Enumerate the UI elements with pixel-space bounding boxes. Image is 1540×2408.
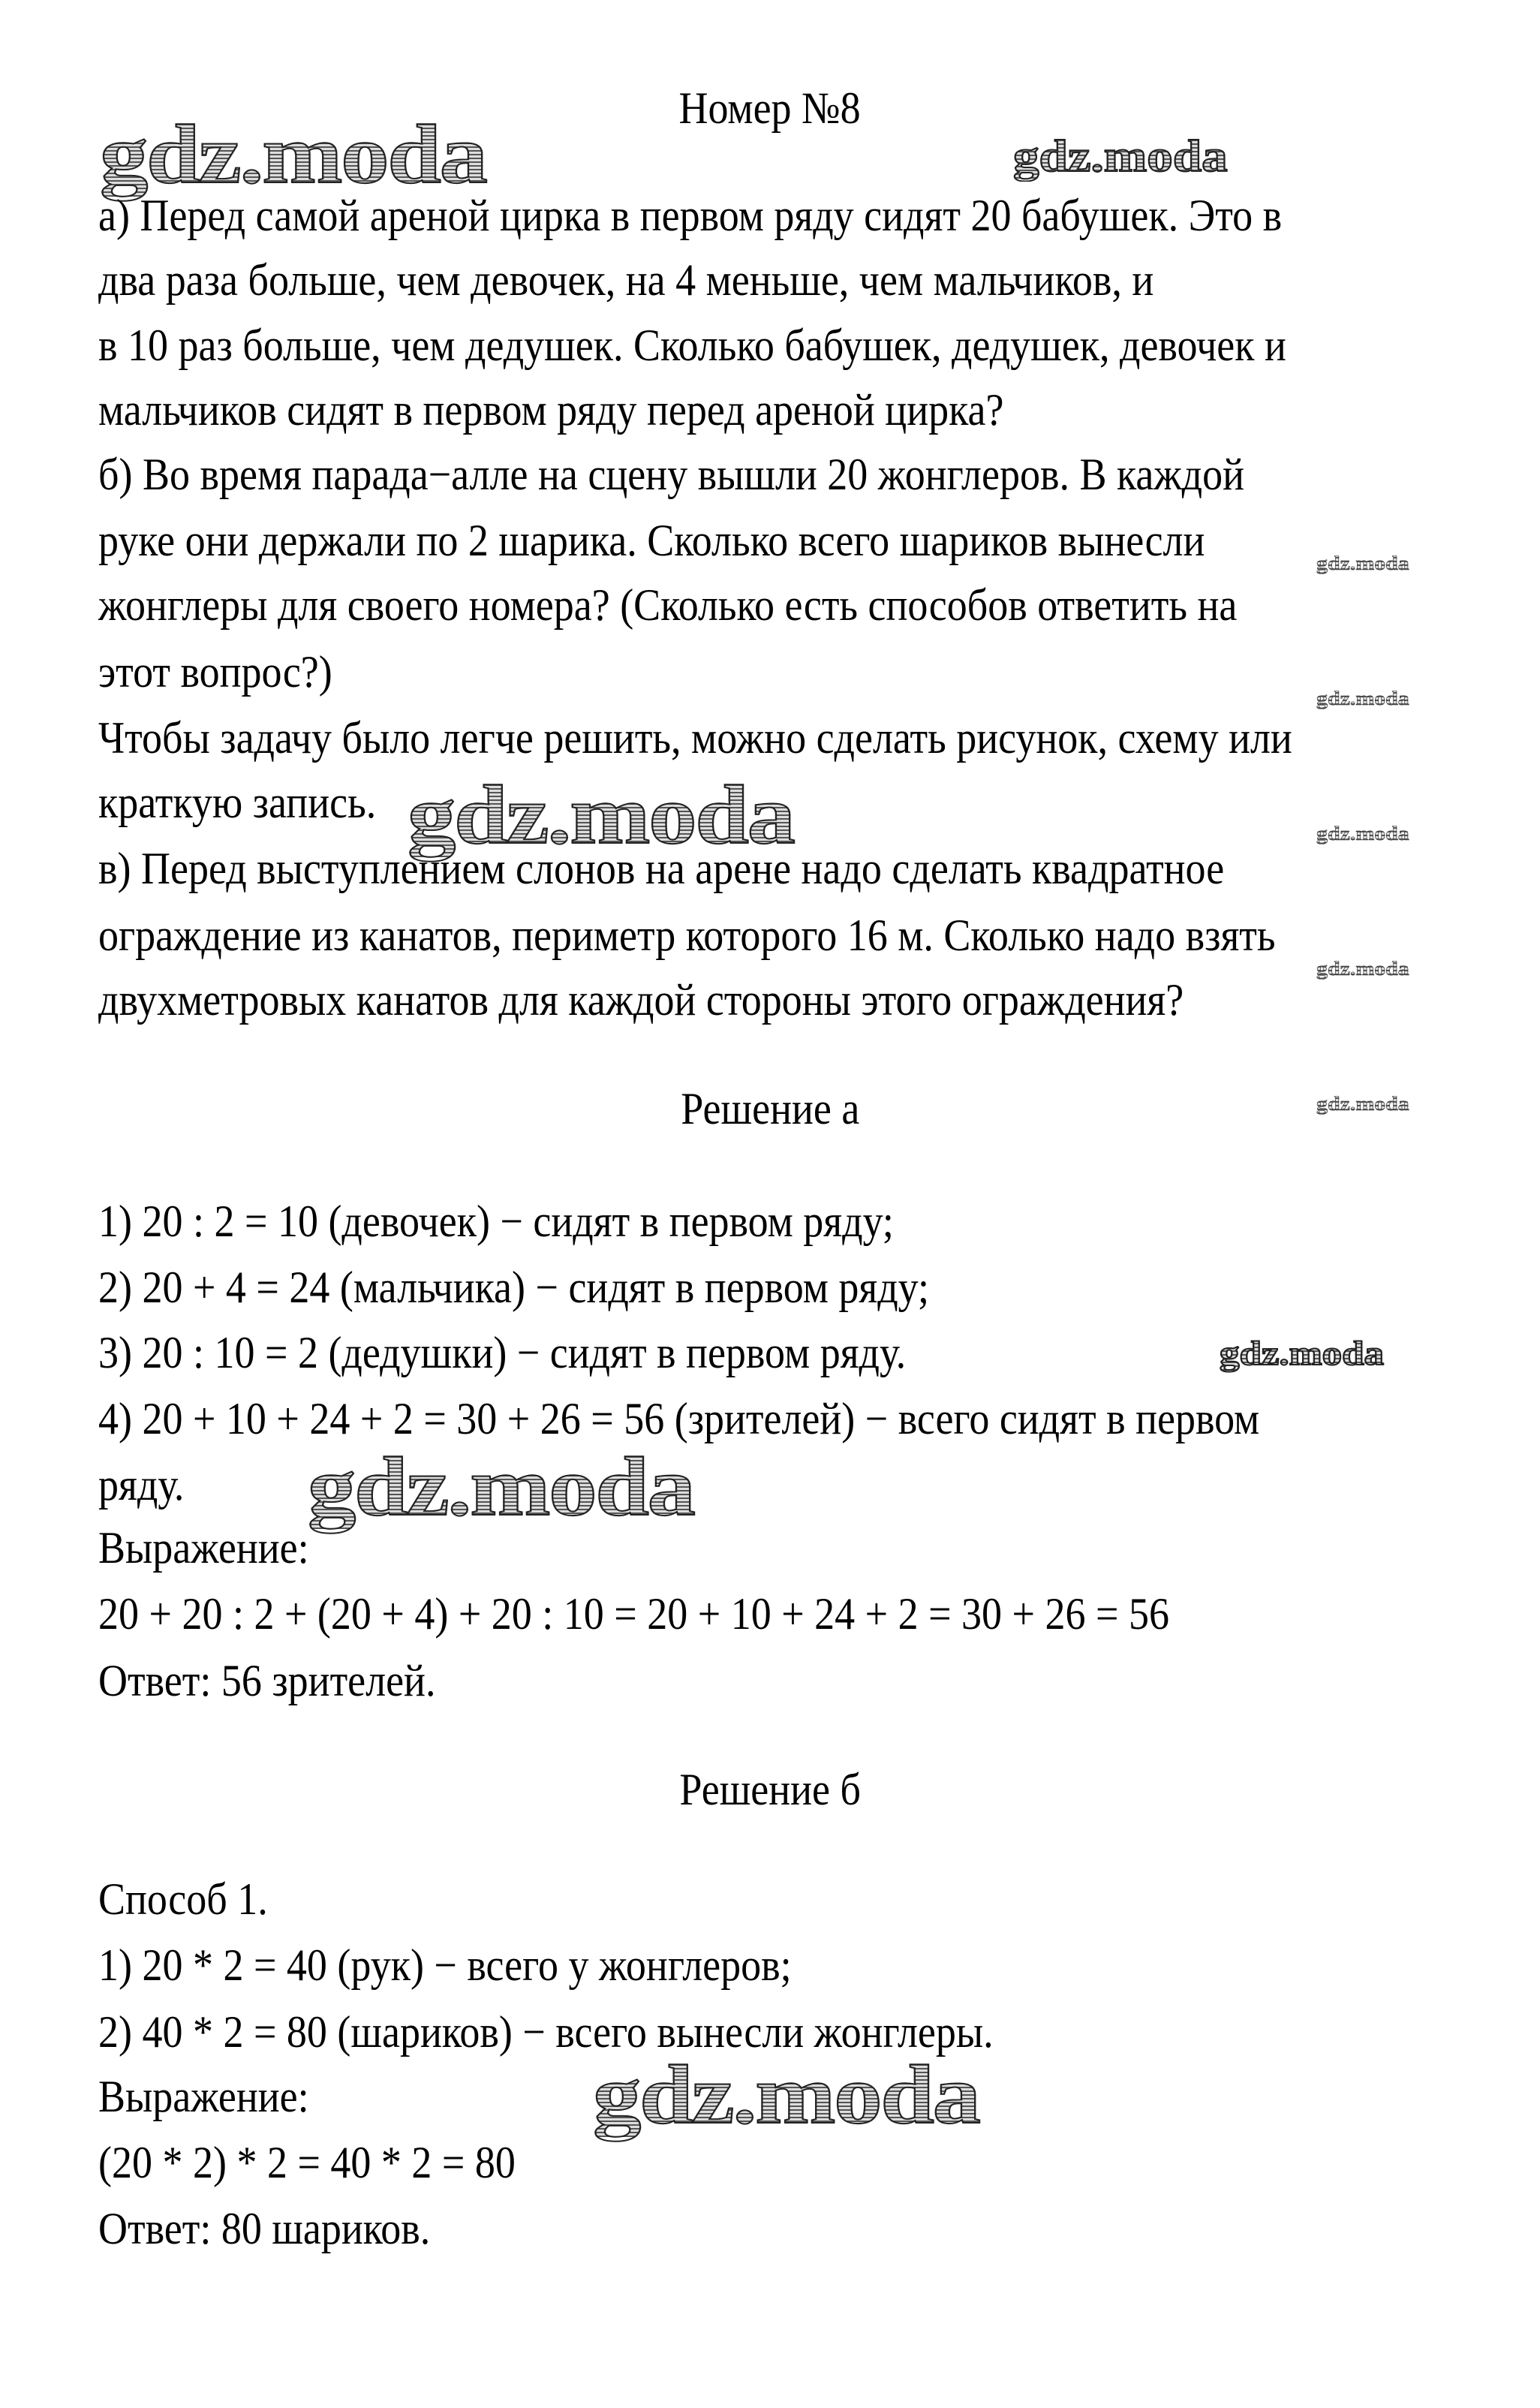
watermark-logo: gdz.moda <box>408 769 794 862</box>
text-line: Ответ: 56 зрителей. <box>98 1656 436 1705</box>
page-title: Номер №8 <box>678 83 862 133</box>
section-heading: Решение а <box>680 1084 860 1133</box>
watermark-logo: gdz.moda <box>1316 552 1409 574</box>
text-line: 2) 20 + 4 = 24 (мальчика) − сидят в первом ряду; <box>98 1263 929 1312</box>
text-line: Ответ: 80 шариков. <box>98 2204 431 2253</box>
text-line: (20 * 2) * 2 = 40 * 2 = 80 <box>98 2138 516 2187</box>
text-line: два раза больше, чем девочек, на 4 меньше, чем мальчиков, и <box>98 255 1154 305</box>
text-line: 20 + 20 : 2 + (20 + 4) + 20 : 10 = 20 + 10 + 24 + 2 = 30 + 26 = 56 <box>98 1589 1169 1639</box>
text-line: ограждение из канатов, периметр которого 16 м. Сколько надо взять <box>98 911 1276 960</box>
text-line: 1) 20 * 2 = 40 (рук) − всего у жонглеров; <box>98 1940 792 1990</box>
text-line: Выражение: <box>98 2072 309 2121</box>
watermark-logo: gdz.moda <box>593 2048 979 2142</box>
text-line: руке они держали по 2 шарика. Сколько всего шариков вынесли <box>98 516 1205 565</box>
text-line: краткую запись. <box>98 778 377 827</box>
text-line: Способ 1. <box>98 1874 268 1924</box>
text-line: двухметровых канатов для каждой стороны этого ограждения? <box>98 975 1184 1025</box>
section-heading: Решение б <box>679 1765 861 1814</box>
text-line: Выражение: <box>98 1523 309 1573</box>
text-line: мальчиков сидят в первом ряду перед ареной цирка? <box>98 385 1004 435</box>
text-line: 1) 20 : 2 = 10 (девочек) − сидят в первом ряду; <box>98 1196 894 1246</box>
text-line: 3) 20 : 10 = 2 (дедушки) − сидят в первом ряду. <box>98 1328 907 1377</box>
text-line: Чтобы задачу было легче решить, можно сделать рисунок, схему или <box>98 713 1292 763</box>
watermark-logo: gdz.moda <box>1316 688 1409 709</box>
text-line: в 10 раз больше, чем дедушек. Сколько бабушек, дедушек, девочек и <box>98 321 1286 370</box>
text-line: ряду. <box>98 1460 185 1510</box>
text-line: б) Во время парада−алле на сцену вышли 20 жонглеров. В каждой <box>98 450 1245 499</box>
text-line: этот вопрос?) <box>98 647 332 697</box>
watermark-logo: gdz.moda <box>1316 958 1409 980</box>
watermark-logo: gdz.moda <box>1013 131 1228 181</box>
watermark-logo: gdz.moda <box>1316 823 1409 844</box>
text-line: 4) 20 + 10 + 24 + 2 = 30 + 26 = 56 (зрителей) − всего сидят в первом <box>98 1394 1260 1443</box>
text-line: а) Перед самой ареной цирка в первом ряду сидят 20 бабушек. Это в <box>98 191 1283 240</box>
text-line: жонглеры для своего номера? (Сколько есть способов ответить на <box>98 580 1238 630</box>
watermark-logo: gdz.moda <box>100 108 486 201</box>
watermark-logo: gdz.moda <box>1220 1334 1384 1372</box>
watermark-logo: gdz.moda <box>1316 1093 1409 1115</box>
watermark-logo: gdz.moda <box>308 1440 694 1534</box>
text-line: 2) 40 * 2 = 80 (шариков) − всего вынесли жонглеры. <box>98 2007 994 2057</box>
text-line: в) Перед выступлением слонов на арене надо сделать квадратное <box>98 844 1225 893</box>
